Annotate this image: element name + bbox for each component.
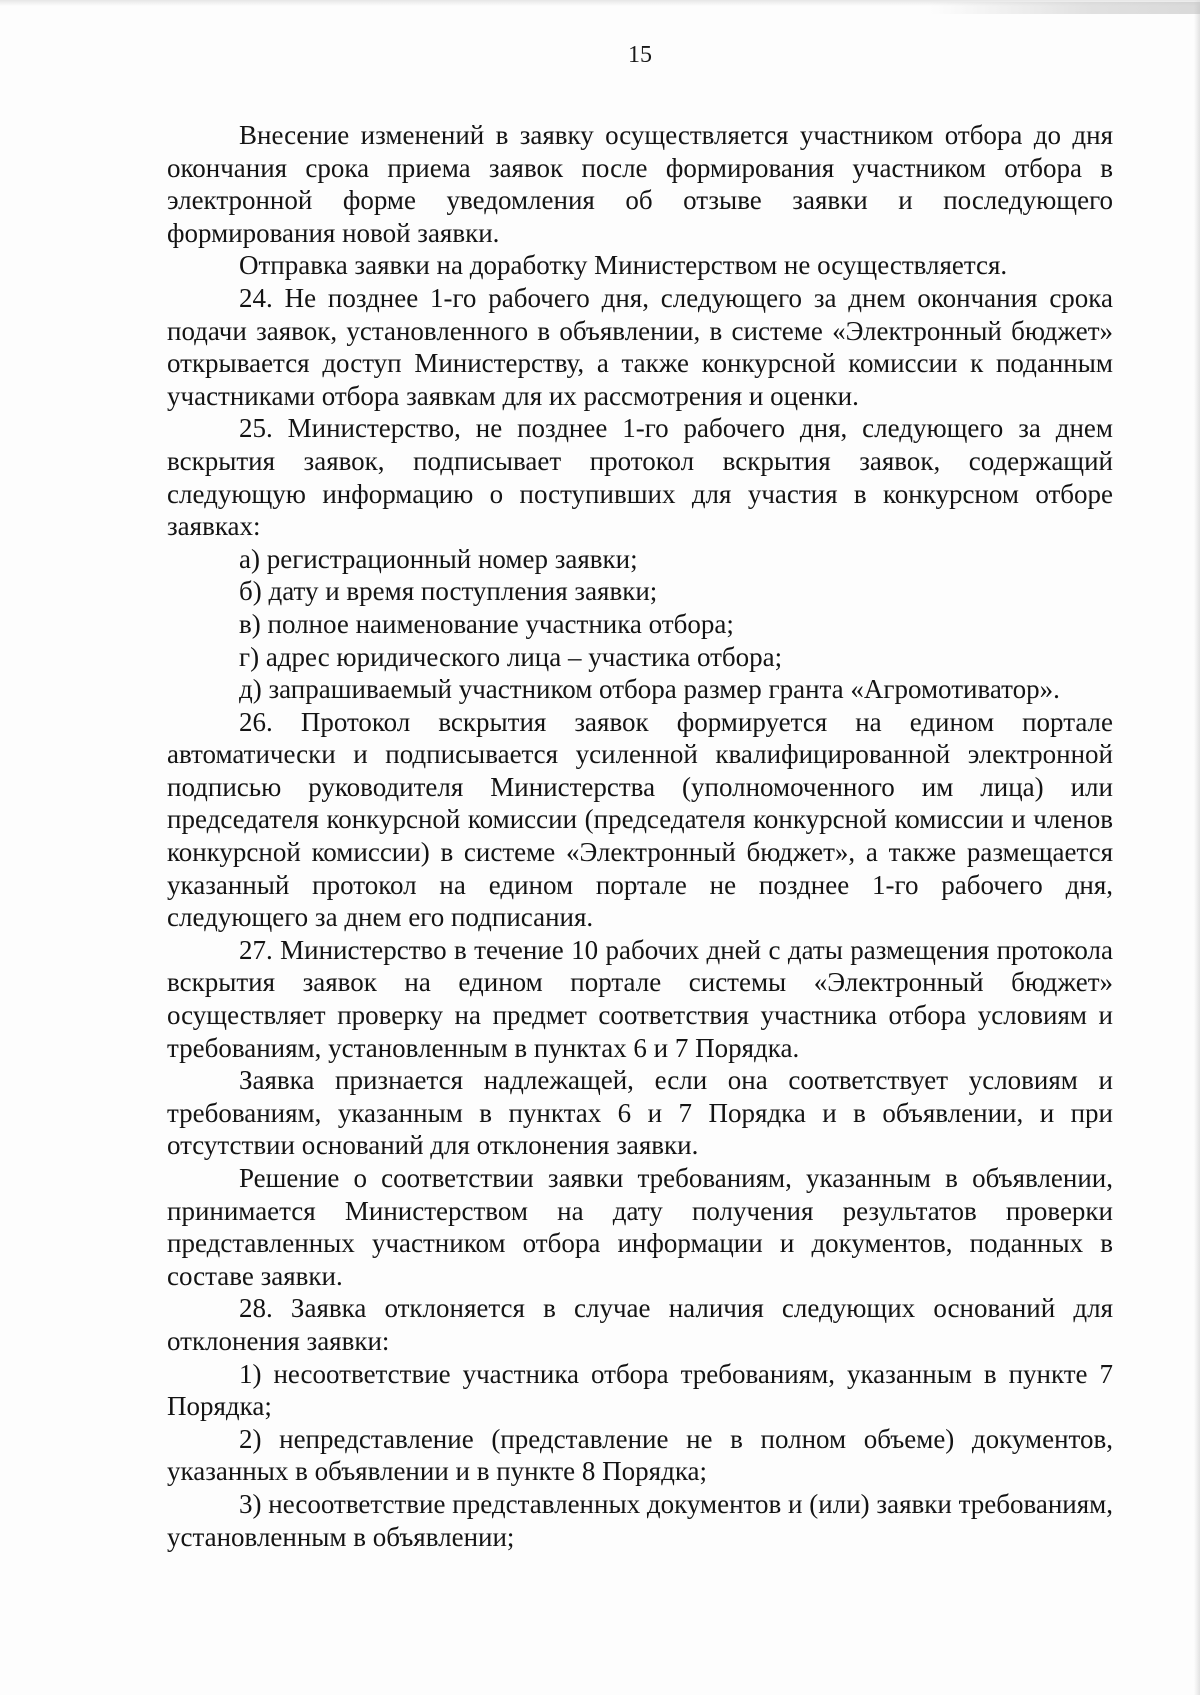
list-item-d: д) запрашиваемый участником отбора размер гранта «Агромотиватор». — [239, 674, 1060, 705]
paragraph-compliance-decision: Решение о соответствии заявки требованиям, указанным в объявлении, принимается Министерством на дату получения результатов проверки представленных участником отбора информации и документов, поданных в составе заявки. — [167, 1163, 1113, 1291]
paragraph-26: 26. Протокол вскрытия заявок формируется на едином портале автоматически и подписывается усиленной квалифицированной электронной подписью руководителя Министерства (уполномоченного им лица) или председателя конкурсной комиссии (председателя конкурсной комиссии и членов конкурсной комиссии) в системе «Электронный бюджет», а также размещается указанный протокол на едином портале не позднее 1-го рабочего дня, следующего за днем его подписания. — [167, 706, 1113, 933]
list-item-g: г) адрес юридического лица – участика отбора; — [239, 641, 783, 672]
list-item-b: б) дату и время поступления заявки; — [239, 576, 658, 607]
list-item-a: а) регистрационный номер заявки; — [239, 543, 638, 574]
paragraph-proper-application: Заявка признается надлежащей, если она соответствует условиям и требованиям, указанным в пунктах 6 и 7 Порядка и в объявлении, и при отсутствии оснований для отклонения заявки. — [167, 1065, 1113, 1161]
page-number: 15 — [628, 42, 652, 68]
scan-edge-right — [1194, 0, 1200, 1695]
document-body — [167, 119, 1113, 1553]
paragraph-28: 28. Заявка отклоняется в случае наличия следующих оснований для отклонения заявки: — [167, 1293, 1113, 1356]
paragraph-amendment: Внесение изменений в заявку осуществляется участником отбора до дня окончания срока приема заявок после формирования участником отбора в электронной форме уведомления об отзыве заявки и последующего формирования новой заявки. — [167, 120, 1113, 248]
paragraph-no-revision: Отправка заявки на доработку Министерством не осуществляется. — [239, 250, 1008, 281]
paragraph-25: 25. Министерство, не позднее 1-го рабочего дня, следующего за днем вскрытия заявок, подписывает протокол вскрытия заявок, содержащий следующую информацию о поступивших для участия в конкурсном отборе заявках: — [167, 413, 1113, 542]
list-item-1: 1) несоответствие участника отбора требованиям, указанным в пункте 7 Порядка; — [167, 1358, 1113, 1422]
list-item-v: в) полное наименование участника отбора; — [239, 608, 734, 639]
scan-mark — [930, 2, 1200, 14]
paragraph-24: 24. Не позднее 1-го рабочего дня, следующего за днем окончания срока подачи заявок, установленного в объявлении, в системе «Электронный бюджет» открывается доступ Министерству, а также конкурсной комиссии к поданным участниками отбора заявкам для их рассмотрения и оценки. — [167, 282, 1113, 411]
list-item-3: 3) несоответствие представленных документов и (или) заявки требованиям, установленным в объявлении; — [167, 1488, 1113, 1552]
list-item-2: 2) непредставление (представление не в полном объеме) документов, указанных в объявлении и в пункте 8 Порядка; — [167, 1423, 1113, 1487]
paragraph-27: 27. Министерство в течение 10 рабочих дней с даты размещения протокола вскрытия заявок на едином портале системы «Электронный бюджет» осуществляет проверку на предмет соответствия участника отбора условиям и требованиям, установленным в пунктах 6 и 7 Порядка. — [167, 934, 1113, 1063]
